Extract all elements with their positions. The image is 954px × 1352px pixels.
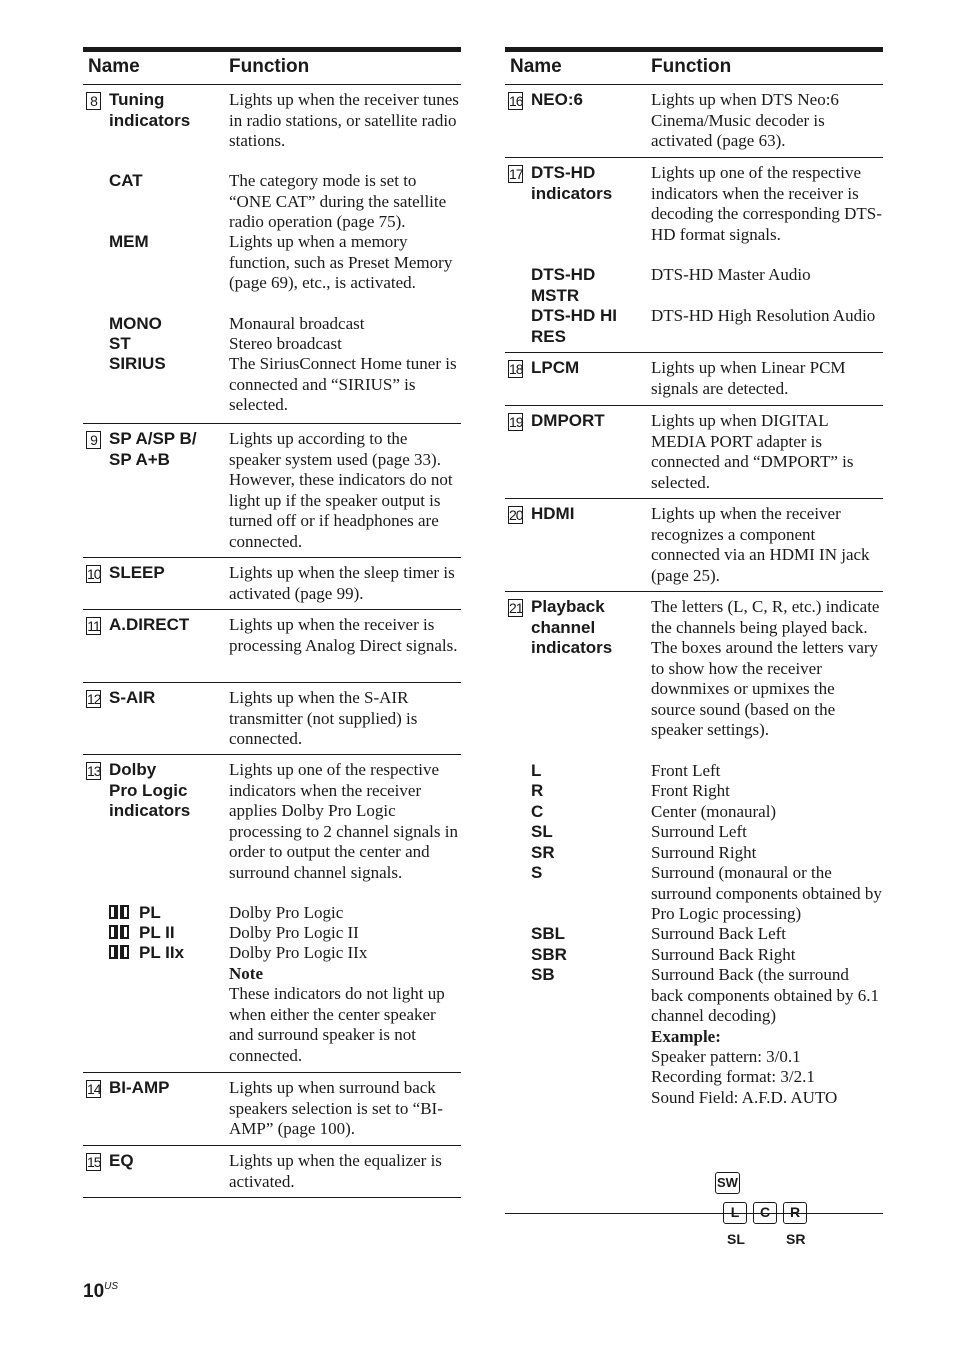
header-function: Function <box>651 56 732 77</box>
item-description: Lights up when the sleep timer is activated (page 99). <box>229 563 455 603</box>
item-number: 20 <box>509 507 523 523</box>
pl2-indicator <box>109 923 175 944</box>
item-number: 21 <box>509 600 523 616</box>
item-description: Surround (monaural or the surround components obtained by Pro Logic processing) <box>651 863 882 923</box>
table-row-13 <box>83 754 461 1073</box>
item-description: Lights up when a memory function, such as Preset Memory (page 69), etc., is activated. <box>229 232 453 292</box>
item-label: SP A/SP B/ SP A+B <box>109 429 197 469</box>
item-label: CAT <box>109 171 143 190</box>
item-label: DTS-HD HI RES <box>531 306 617 346</box>
item-label: PL IIx <box>139 943 185 962</box>
item-description: Lights up when the equalizer is activated. <box>229 1151 442 1191</box>
item-description: Lights up when the receiver tunes in radio stations, or satellite radio stations. <box>229 90 459 150</box>
item-label: LPCM <box>531 358 580 377</box>
item-description: Lights up when the S-AIR transmitter (not supplied) is connected. <box>229 688 418 748</box>
item-description: The letters (L, C, R, etc.) indicate the channels being played back. The boxes around the letters vary to show how the receiver downmixes or upmixes the source sound (based on the speaker settings). <box>651 597 880 739</box>
item-label: ST <box>109 334 131 353</box>
item-label: L <box>531 761 542 780</box>
header-name: Name <box>510 56 562 77</box>
right-table <box>505 47 883 1247</box>
item-label: S <box>531 863 543 882</box>
item-description: The SiriusConnect Home tuner is connected and “SIRIUS” is selected. <box>229 354 457 414</box>
item-description: Surround Back Left <box>651 924 787 943</box>
item-description: Lights up when surround back speakers selection is set to “BI-AMP” (page 100). <box>229 1078 443 1138</box>
item-description: Lights up according to the speaker system used (page 33). However, these indicators do not light up if the speaker output is turned off or if headphones are connected. <box>229 429 453 551</box>
speaker-label-sl: SL <box>727 1231 745 1247</box>
item-description: Surround Left <box>651 822 747 841</box>
note-title: Note <box>229 964 263 983</box>
pl2x-indicator <box>109 943 184 964</box>
item-label: Tuning indicators <box>109 90 191 130</box>
item-description: DTS-HD Master Audio <box>651 265 811 284</box>
table-header <box>505 47 883 85</box>
item-number: 18 <box>509 361 523 377</box>
item-label: SBR <box>531 945 567 964</box>
item-description: Dolby Pro Logic IIx <box>229 943 368 962</box>
item-label: S-AIR <box>109 688 156 707</box>
item-label: DTS-HD MSTR <box>531 265 596 305</box>
item-number: 12 <box>87 691 101 707</box>
table-row-20 <box>505 498 883 592</box>
item-label: DMPORT <box>531 411 605 430</box>
table-row-14 <box>83 1072 461 1146</box>
item-label: MEM <box>109 232 149 251</box>
item-label: NEO:6 <box>531 90 583 109</box>
speaker-box-c: C <box>753 1202 777 1224</box>
item-label: Playback channel indicators <box>531 597 613 657</box>
note-text: These indicators do not light up when either the center speaker and surround speaker is not connected. <box>229 984 445 1065</box>
item-label: PL II <box>139 923 175 942</box>
table-row-19 <box>505 405 883 499</box>
item-label: A.DIRECT <box>109 615 190 634</box>
item-description: Front Right <box>651 781 730 800</box>
item-description: Center (monaural) <box>651 802 777 821</box>
item-number: 14 <box>87 1081 101 1097</box>
item-description: Stereo broadcast <box>229 334 342 353</box>
item-description: Lights up one of the respective indicators when the receiver is decoding the corresponding DTS-HD format signals. <box>651 163 882 244</box>
speaker-box-sw: SW <box>715 1172 740 1194</box>
table-row-10 <box>83 557 461 610</box>
item-label: MONO <box>109 314 162 333</box>
table-row-9 <box>83 423 461 558</box>
item-description: Lights up when DTS Neo:6 Cinema/Music decoder is activated (page 63). <box>651 90 839 150</box>
item-number: 10 <box>87 566 101 582</box>
item-label: SLEEP <box>109 563 165 582</box>
table-row-15 <box>83 1145 461 1198</box>
item-description: Surround Right <box>651 843 757 862</box>
item-description: Dolby Pro Logic II <box>229 923 359 942</box>
item-number: 9 <box>86 431 101 449</box>
item-number: 16 <box>509 93 523 109</box>
dolby-double-d-icon <box>109 945 130 959</box>
speaker-box-l: L <box>723 1202 747 1224</box>
item-label: SL <box>531 822 553 841</box>
item-label: SB <box>531 965 555 984</box>
item-description: Lights up when the receiver recognizes a component connected via an HDMI IN jack (page 25). <box>651 504 870 585</box>
item-number: 19 <box>509 414 523 430</box>
example-title: Example: <box>651 1027 721 1046</box>
item-description: The category mode is set to “ONE CAT” during the satellite radio operation (page 75). <box>229 171 447 231</box>
left-table <box>83 47 461 1191</box>
header-function: Function <box>229 56 310 77</box>
table-row-8 <box>83 84 461 424</box>
item-description: Front Left <box>651 761 721 780</box>
item-label: SIRIUS <box>109 354 166 373</box>
header-name: Name <box>88 56 140 77</box>
page-number-value: 10 <box>83 1281 105 1302</box>
item-description: Lights up when Linear PCM signals are detected. <box>651 358 846 398</box>
item-label: EQ <box>109 1151 134 1170</box>
table-row-12 <box>83 682 461 755</box>
item-description: Surround Back Right <box>651 945 796 964</box>
example-recording-format: Recording format: 3/2.1 <box>651 1067 815 1086</box>
item-label: R <box>531 781 544 800</box>
page-number-suffix: US <box>104 1281 119 1292</box>
table-row-17 <box>505 157 883 353</box>
item-label: DTS-HD indicators <box>531 163 613 203</box>
item-label: C <box>531 802 544 821</box>
item-description: DTS-HD High Resolution Audio <box>651 306 876 325</box>
table-row-21 <box>505 591 883 1247</box>
table-row-11 <box>83 609 461 683</box>
item-number: 17 <box>509 166 523 182</box>
item-number: 15 <box>87 1154 101 1170</box>
pl-indicator <box>109 903 161 924</box>
item-description: Monaural broadcast <box>229 314 365 333</box>
table-row-16 <box>505 84 883 158</box>
item-label: PL <box>139 903 161 922</box>
item-description: Lights up one of the respective indicators when the receiver applies Dolby Pro Logic processing to 2 channel signals in order to output the center and surround channel signals. <box>229 760 458 882</box>
item-description: Lights up when DIGITAL MEDIA PORT adapter is connected and “DMPORT” is selected. <box>651 411 854 492</box>
table-header <box>83 47 461 85</box>
item-label: SBL <box>531 924 565 943</box>
speaker-label-sr: SR <box>786 1231 806 1247</box>
page-number <box>83 1281 118 1303</box>
example-sound-field: Sound Field: A.F.D. AUTO <box>651 1088 838 1107</box>
dolby-double-d-icon <box>109 925 130 939</box>
item-description: Lights up when the receiver is processing Analog Direct signals. <box>229 615 458 655</box>
table-row-18 <box>505 352 883 406</box>
item-number: 11 <box>87 618 100 634</box>
item-label: SR <box>531 843 555 862</box>
item-label: BI-AMP <box>109 1078 170 1097</box>
item-number: 13 <box>87 763 101 779</box>
item-label: Dolby Pro Logic indicators <box>109 760 191 820</box>
item-description: Surround Back (the surround back components obtained by 6.1 channel decoding) <box>651 965 880 1025</box>
item-number: 8 <box>86 92 101 110</box>
dolby-double-d-icon <box>109 905 130 919</box>
speaker-box-r: R <box>783 1202 807 1224</box>
item-label: HDMI <box>531 504 575 523</box>
example-speaker-pattern: Speaker pattern: 3/0.1 <box>651 1047 801 1066</box>
item-description: Dolby Pro Logic <box>229 903 344 922</box>
